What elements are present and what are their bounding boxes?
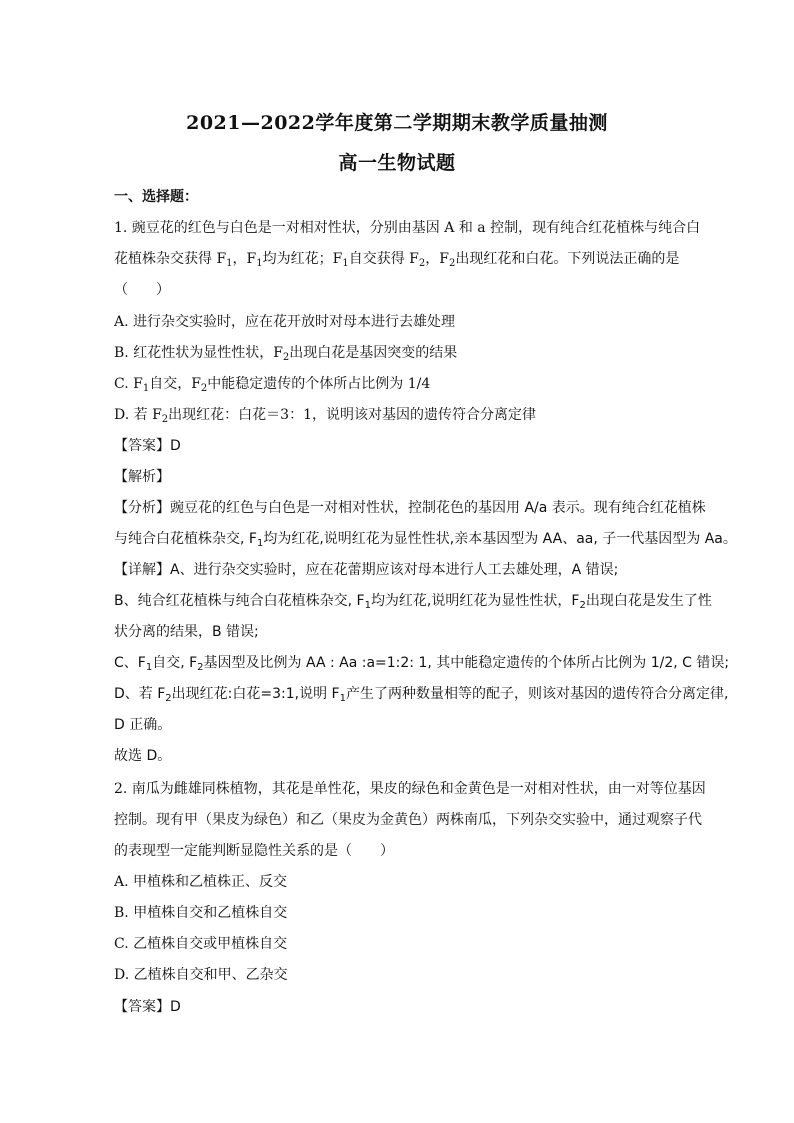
q1-answer: 【答案】D	[114, 438, 181, 454]
exam-subtitle: 高一生物试题	[338, 152, 456, 174]
q1-fenxi-line2: 与纯合白花植株杂交, $F_1$均为红花,说明红花为显性性状,亲本基因型为 AA、aa, 子一代基因型为 Aa。	[114, 531, 737, 549]
q2-answer: 【答案】D	[114, 999, 181, 1015]
q1-xiangjie-a: 【详解】A、进行杂交实验时，应在花蕾期应该对母本进行人工去雄处理，A 错误;	[114, 562, 619, 578]
q1-stem-line2: 花植株杂交获得 $F_1$，$F_1$均为红花；$F_1$自交获得 $F_2$，$F_2$出现红花和白花。下列说法正确的是	[114, 251, 680, 269]
q2-option-c: C. 乙植株自交或甲植株自交	[114, 936, 288, 952]
q1-xiangjie-d-line2: D 正确。	[114, 717, 172, 733]
q2-stem-line1: 2. 南瓜为雌雄同株植物，其花是单性花，果皮的绿色和金黄色是一对相对性状，由一对等位基因	[114, 781, 706, 797]
exam-title: 2021—2022学年度第二学期期末教学质量抽测	[186, 112, 608, 134]
q1-answer-bracket: （ ）	[114, 282, 170, 298]
q2-option-b: B. 甲植株自交和乙植株自交	[114, 905, 288, 921]
q1-fenxi-line1: 【分析】豌豆花的红色与白色是一对相对性状，控制花色的基因用 A/a 表示。现有纯合红花植株	[114, 500, 706, 516]
q2-stem-line2: 控制。现有甲（果皮为绿色）和乙（果皮为金黄色）两株南瓜，下列杂交实验中，通过观察子代	[114, 812, 702, 828]
q2-option-d: D. 乙植株自交和甲、乙杂交	[114, 967, 288, 983]
q1-option-b: B. 红花性状为显性性状，$F_2$出现白花是基因突变的结果	[114, 345, 458, 363]
q1-option-d: D. 若 $F_2$出现红花：白花＝3：1，说明该对基因的遗传符合分离定律	[114, 407, 536, 425]
q2-stem-line3: 的表现型一定能判断显隐性关系的是（ ）	[114, 843, 394, 859]
q1-stem-line1: 1. 豌豆花的红色与白色是一对相对性状，分别由基因 A 和 a 控制，现有纯合红花植株与纯合白	[114, 220, 701, 236]
q1-option-c: C. $F_1$自交，$F_2$中能稳定遗传的个体所占比例为 1/4	[114, 376, 431, 394]
section-heading: 一、选择题：	[114, 189, 198, 205]
q1-option-a: A. 进行杂交实验时，应在花开放时对母本进行去雄处理	[114, 314, 456, 330]
q1-xiangjie-b-line1: B、纯合红花植株与纯合白花植株杂交, $F_1$均为红花,说明红花为显性性状，$F_2$出现白花是发生了性	[114, 593, 712, 611]
q1-xiangjie-b-line2: 状分离的结果，B 错误;	[114, 624, 259, 640]
q2-option-a: A. 甲植株和乙植株正、反交	[114, 874, 288, 890]
q1-xiangjie-c: C、$F_1$自交, $F_2$基因型及比例为 AA : Aa :a=1:2: 1, 其中能稳定遗传的个体所占比例为 1/2, C 错误;	[114, 655, 730, 673]
q1-analysis-label: 【解析】	[114, 469, 170, 485]
q1-xiangjie-d-line1: D、若 $F_2$出现红花:白花=3:1,说明 $F_1$产生了两种数量相等的配子，则该对基因的遗传符合分离定律,	[114, 686, 729, 704]
q1-conclusion: 故选 D。	[114, 748, 172, 764]
